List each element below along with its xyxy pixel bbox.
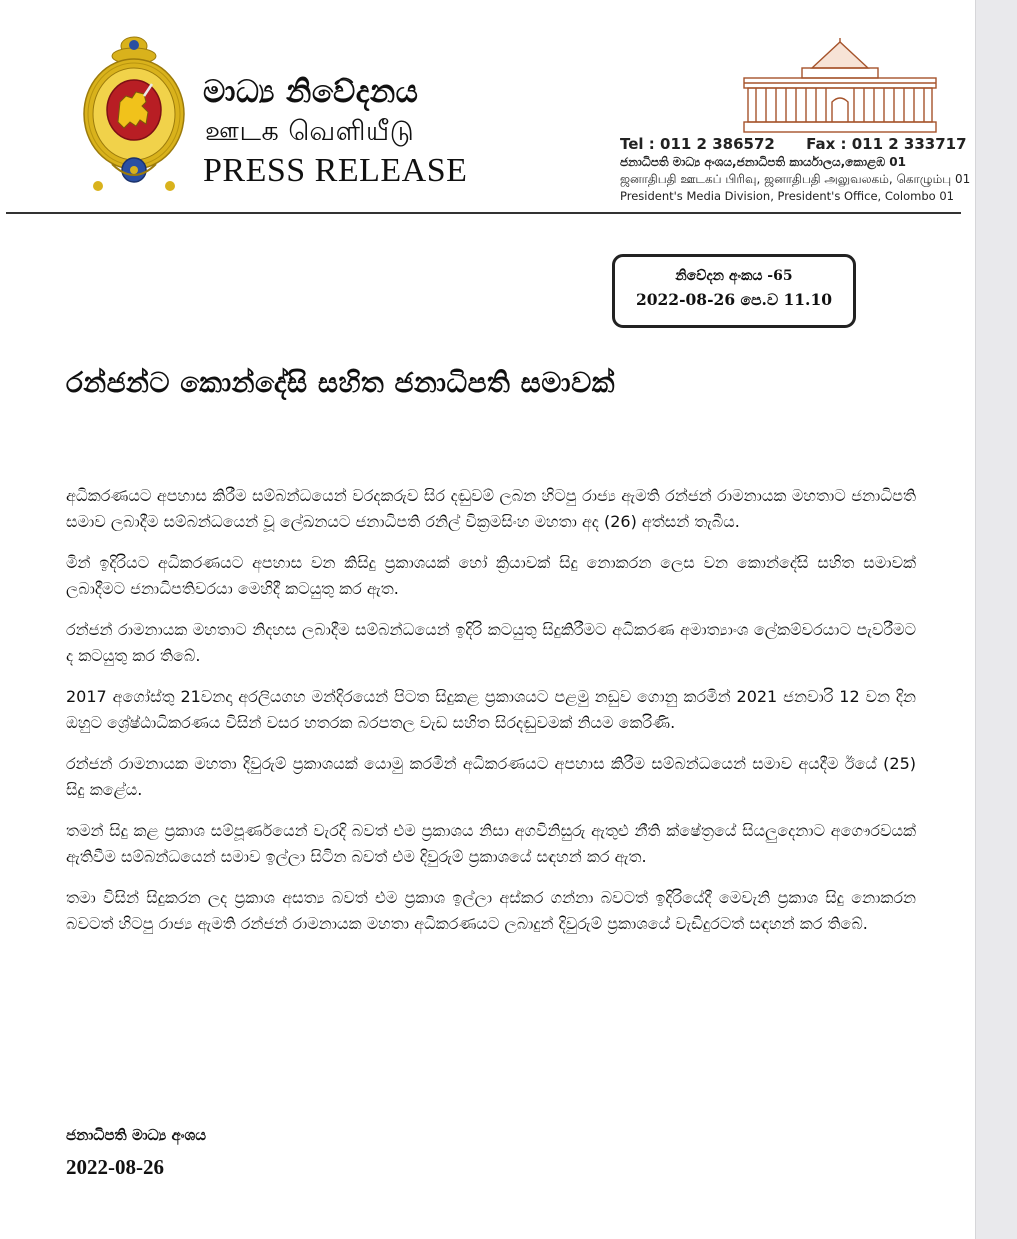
address-english: President's Media Division, President's Office, Colombo 01: [620, 189, 954, 203]
paragraph: අධිකරණයට අපහාස කිරීම සම්බන්ධයෙන් වරදකරුව සිර දඬුවම් ලබන හිටපු රාජ්‍ය ඇමති රන්ජන් රාමනායක මහතාට ජනාධිපති සමාව ලබාදීම සම්බන්ධයෙන් වූ ලේඛනයට ජනාධිපති රනිල් වික්‍රමසිංහ මහතා අද (26) අත්සන් තැබීය.: [66, 486, 916, 531]
notice-number: නිවේදන අංකය -65: [675, 268, 793, 284]
title-english: PRESS RELEASE: [203, 152, 468, 189]
address-tamil: ஜனாதிபதி ஊடகப் பிரிவு, ஜனாதிபதி அலுவலகம், கொழும்பு 01: [620, 172, 971, 186]
paragraph: රන්ජන් රාමනායක මහතා දිවුරුම් ප්‍රකාශයක් යොමු කරමින් අධිකරණයට අපහාස කිරීම සම්බන්ධයෙන් සමාව අයදීම ඊයේ (25) සිදු කළේය.: [66, 754, 916, 799]
headline: රන්ජන්ට කොන්දේසි සහිත ජනාධිපති සමාවක්: [66, 366, 615, 399]
paragraph: තමා විසින් සිදුකරන ලද ප්‍රකාශ අසත්‍ය බවත් එම ප්‍රකාශ ඉල්ලා අස්කර ගන්නා බවටත් ඉදිරියේදී මෙවැනි ප්‍රකාශ සිදු නොකරන බවටත් හිටපු රාජ්‍ය ඇමති රන්ජන් රාමනායක මහතා අධිකරණයට ලබාදුන් දිවුරුම් ප්‍රකාශයේ වැඩිදුරටත් සඳහන් කර තිබේ.: [66, 888, 916, 933]
paragraph: තමන් සිදු කළ ප්‍රකාශ සම්පූර්ණයෙන් වැරදි බවත් එම ප්‍රකාශය නිසා අගවිනිසුරු ඇතුළු නීති ක්ෂේත්‍රයේ සියලුදෙනාට අගෞරවයක් ඇතිවීම සම්බන්ධයෙන් සමාව ඉල්ලා සිටින බවත් එම දිවුරුම් ප්‍රකාශයේ සඳහන් කර ඇත.: [66, 821, 916, 866]
title-tamil: ஊடக வெளியீடு: [205, 116, 415, 147]
title-sinhala: මාධ්‍ය නිවේදනය: [203, 74, 419, 110]
article-body: [66, 483, 916, 952]
address-sinhala: ජනාධිපති මාධ්‍ය අංශය,ජනාධිපති කාර්යාලය,කොළඹ 01: [620, 155, 906, 169]
footer-date: 2022-08-26: [66, 1155, 164, 1179]
notice-box: [612, 254, 856, 328]
phone-fax-row: [620, 135, 967, 155]
notice-datetime: 2022-08-26 පෙ.ව 11.10: [635, 290, 833, 309]
fax-value: : 011 2 333717: [840, 135, 967, 153]
scrollbar-gutter[interactable]: [975, 0, 1017, 1239]
presidential-secretariat-building-icon: [742, 38, 938, 134]
paragraph: 2017 අගෝස්තු 21වනදා අරලියගහ මන්දිරයෙන් පිටත සිදුකළ ප්‍රකාශයට පළමු නඩුව ගොනු කරමින් 2021 ජනවාරි 12 වන දින ඔහුට ශ්‍රේෂ්ඨාධිකරණය විසින් වසර හතරක බරපතල වැඩ සහිත සිරදඬුවමක් නියම කෙරිණි.: [66, 687, 916, 732]
header-divider: [6, 212, 961, 214]
contact-info: [620, 135, 971, 206]
fax-label: Fax: [806, 135, 836, 153]
tel-label: Tel: [620, 135, 644, 153]
footer-organization: ජනාධිපති මාධ්‍ය අංශය: [66, 1126, 207, 1144]
paragraph: රන්ජන් රාමනායක මහතාට නිදහස ලබාදීම සම්බන්ධයෙන් ඉදිරි කටයුතු සිදුකිරීමට අධිකරණ අමාත්‍යාංශ ලේකම්වරයාට පැවරීමට ද කටයුතු කර තිබේ.: [66, 620, 916, 665]
paragraph: මින් ඉදිරියට අධිකරණයට අපහාස වන කිසිදු ප්‍රකාශයක් හෝ ක්‍රියාවක් සිදු නොකරන ලෙස වන කොන්දේසි සහිත සමාවක් ලබාදීමට ජනාධිපතිවරයා මෙහිදී කටයුතු කර ඇත.: [66, 553, 916, 598]
sri-lanka-emblem-icon: [78, 36, 190, 196]
tel-value: : 011 2 386572: [648, 135, 775, 153]
